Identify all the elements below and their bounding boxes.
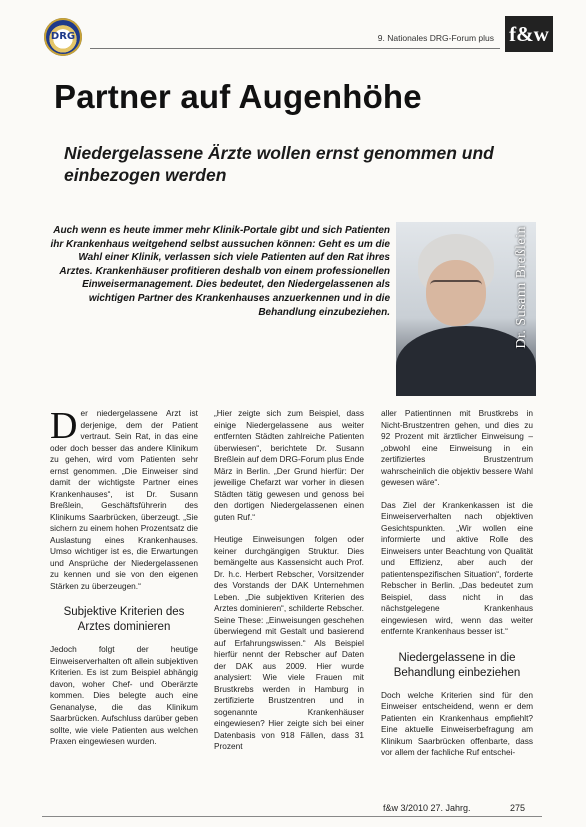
col1-paragraph-2: Jedoch folgt der heutige Einweiserverhalten oft allein subjektiven Kriterien. Es ist zum Beispiel abhängig davon, woher Chef- und Oberärzte kommen. Dies belegte auch eine Genanalyse, die das Klinikum Saarbrücken. Aufschluss darüber geben sollte, wie viele Patienten aus welchen Praxen eingewiesen wurden.	[50, 644, 198, 746]
col2-paragraph-2: Heutige Einweisungen folgen oder keiner durchgängigen Struktur. Dies bemängelte aus Kassensicht auch Prof. Dr. h.c. Herbert Rebscher, Vorsitzender des Vorstands der DAK Unternehmen Leben. „Die subjektiven Kriterien des Arztes dominieren“, schilderte Rebscher. Seine These: „Einweisungen geschehen überwiegend mit Gestalt und basierend auf Erfahrungswissen.“ Als Beispiel hierfür nennt der Rebscher auf Daten der DAK aus 2009. Hier wurde analysiert: Wie viele Frauen mit Brustkrebs werden in Hamburg in zertifizierte Brustzentren und in sogenannte Krankenhäuser eingewiesen? Hier zeigte sich bei einer Datenbasis von 918 Fällen, dass 31 Prozent	[214, 534, 364, 751]
portrait-photo	[396, 222, 536, 396]
article-headline: Partner auf Augenhöhe	[54, 78, 422, 115]
body-column-2	[214, 408, 364, 753]
dropcap: D	[50, 405, 78, 447]
page-number: 275	[510, 803, 526, 813]
article-subheadline: Niedergelassene Ärzte wollen ernst genommen und einbezogen werden	[64, 143, 494, 185]
fw-badge: f&w	[505, 16, 553, 52]
issue-info: f&w 3/2010 27. Jahrg.	[383, 803, 471, 813]
drg-logo-text: DRG	[50, 31, 76, 42]
col3-paragraph-2: Das Ziel der Krankenkassen ist die Einweiserverhalten nach objektiven Gesichtspunkten. „Wir wollen eine informierte und aktive Rolle des Einweisers unter Beachtung von Qualität und Effizienz, aber auch der patientenspezifischen Situation“, forderte Rebscher in Berlin. „Das bedeutet zum Beispiel, dass nicht in das nächstgelegene Krankenhaus eingewiesen wird, wenn das weiter entfernte Krankenhaus besser ist.“	[381, 499, 533, 636]
forum-label: 9. Nationales DRG-Forum plus	[377, 33, 494, 43]
section-heading-subjektive-kriterien: Subjektive Kriterien des Arztes dominieren	[63, 606, 185, 633]
body-paragraph	[50, 405, 198, 592]
header-rule	[90, 48, 500, 49]
section-heading-niedergelassene: Niedergelassene in die Behandlung einbeziehen	[393, 651, 521, 679]
photo-caption: Dr. Susann Breßlein	[514, 226, 529, 349]
col3-paragraph-3: Doch welche Kriterien sind für den Einweiser entscheidend, wenn er dem Patienten ein Krankenhaus empfiehlt? Eine aktuelle Einweiserbefragung am Klinikum Saarbrücken offenbarte, dass vor allem der fachliche Ruf entschei-	[381, 689, 533, 757]
col3-paragraph-1: aller Patientinnen mit Brustkrebs in Nicht-Brustzentren gehen, und dies zu 92 Prozent mit ärztlicher Einweisung – „obwohl eine Einweisung in ein zertifiziertes Brustzentrum wahrscheinlich die objektiv bessere Wahl gewesen wäre“.	[381, 408, 533, 487]
body-column-3	[381, 408, 533, 759]
footer-rule	[42, 816, 542, 817]
body-column-1	[50, 405, 198, 748]
col2-paragraph-1: „Hier zeigte sich zum Beispiel, dass einige Niedergelassene aus weiter entfernten Städten zahlreiche Patienten überwiesen“, berichtete Dr. Susann Breßlein auf dem DRG-Forum plus Ende März in Berlin. „Der Grund hierfür: Der jeweilige Chefarzt war vorher in diesen Städten tätig gewesen und genoss bei den dortigen Niedergelassenen einen guten Ruf.“	[214, 408, 364, 522]
photo-glasses	[430, 280, 482, 292]
photo-face	[426, 260, 486, 326]
article-intro: Auch wenn es heute immer mehr Klinik-Portale gibt und sich Patienten ihr Krankenhaus weitgehend selbst aussuchen können: Geht es um die Wahl einer Klinik, verlassen sich viele Patienten auf den Rat ihres Arztes. Krankenhäuser profitieren deshalb von einem professionellen Einweisermanagement. Dies bedeutet, den Niedergelassenen als wichtigen Partner des Krankenhauses anzuerkennen und in die Behandlung einzubeziehen.	[50, 225, 390, 318]
col1-paragraph-1: er niedergelassene Arzt ist derjenige, dem der Patient vertraut. Sein Rat, in das eine oder doch besser das andere Klinikum zu gehen, wird vom Patienten sehr ernst genommen. „Die Einweiser sind damit der wichtigste Partner eines Krankenhauses“, ist Dr. Susann Breßlein, Geschäftsführerin des Klinikums Saarbrücken, überzeugt. „Sie sichern zu einem hohen Prozentsatz die Auslastung eines Krankenhauses. Umso wichtiger ist es, die Erwartungen und Ansprüche der Niedergelassenen zu kennen und sie von den eigenen Stärken zu überzeugen.“	[50, 408, 198, 591]
drg-forum-logo	[44, 18, 82, 56]
